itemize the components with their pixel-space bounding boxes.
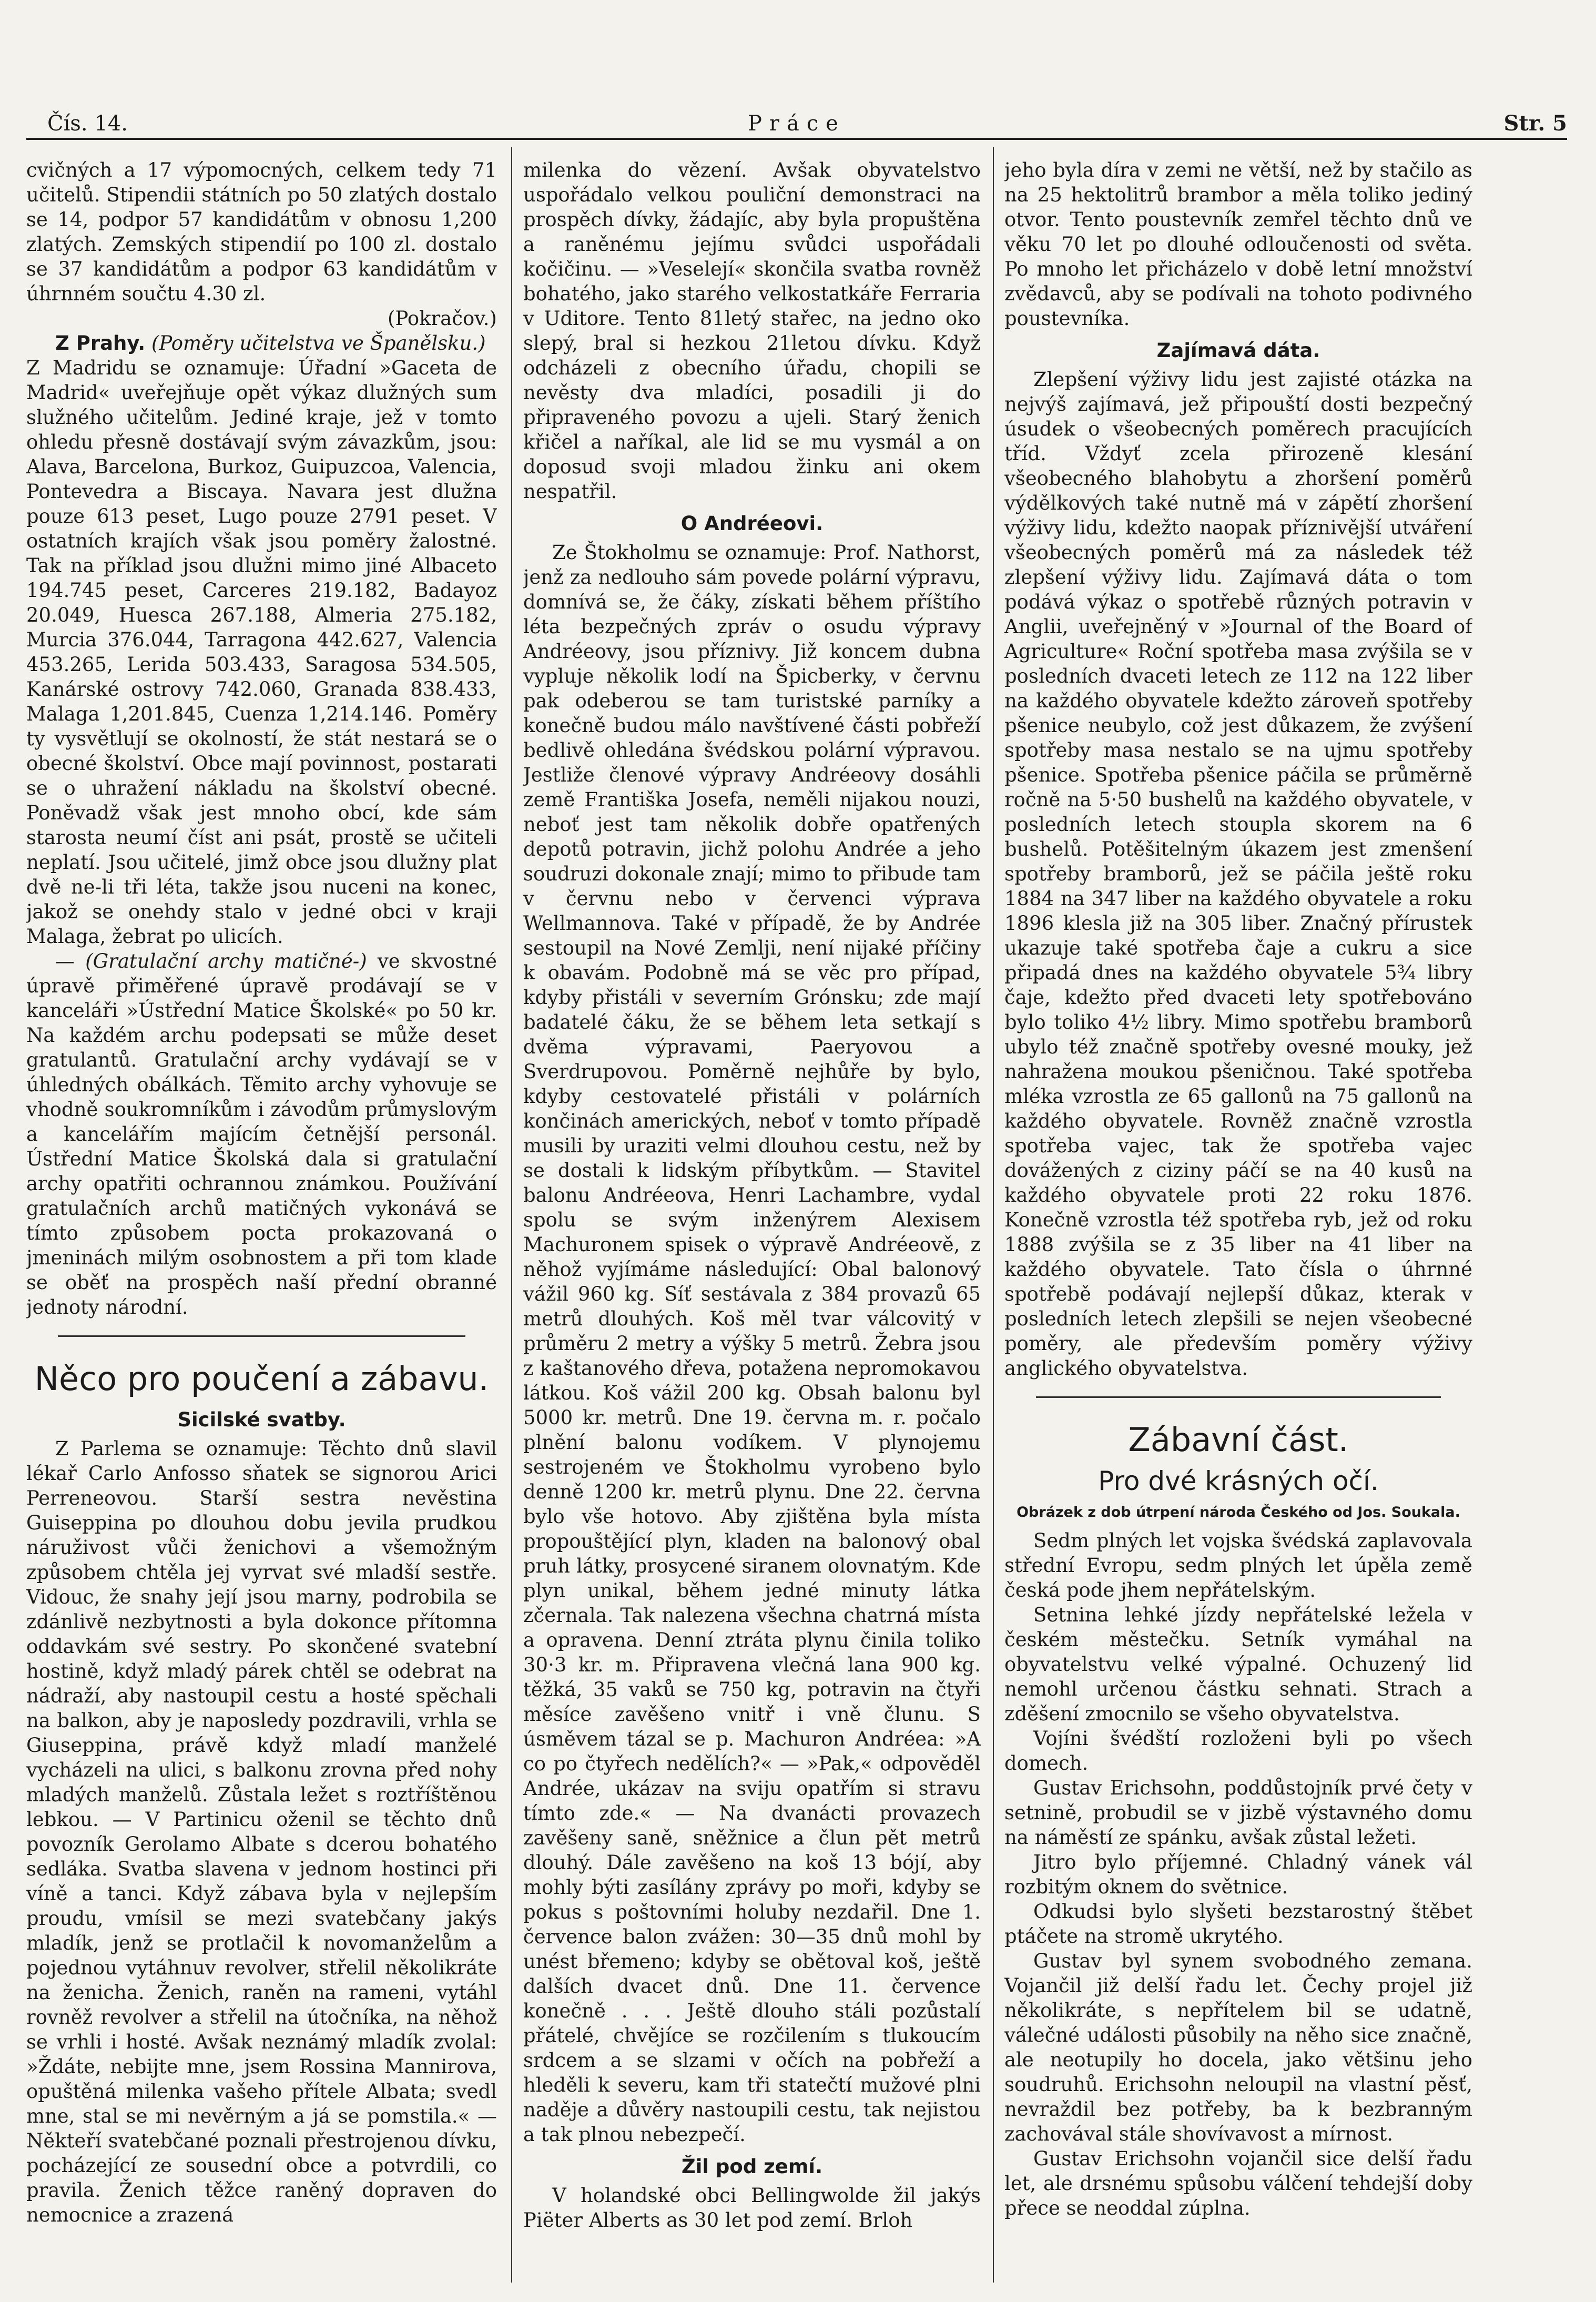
column-1 — [26, 158, 497, 2293]
paragraph-text: ve skvostné úpravě přiměřené úpravě prodávají se v kanceláři »Ústřední Matice Školské« po 50 kr. Na každém archu podepsati se může deset gratulantů. Gratulační archy vydávají se v úhledných obálkách. Těmito archy vyhovuje se vhodně soukromníkům i závodům průmyslovým a kancelářím majícím četnější personál. Ústřední Matice Školská dala si gratulační archy opatřiti ochrannou známkou. Používání gratulačních archů matičných vykonává se tímto způsobem pocta prokazovaná o jmeninách milým osobnostem a při tom klade se oběť na prospěch naší přední obranné jednoty národní. — [26, 950, 497, 1319]
column-divider-1 — [511, 147, 512, 2283]
header-rule — [26, 138, 1567, 140]
paragraph: milenka do vězení. Avšak obyvatelstvo uspořádalo velkou pouliční demonstraci na prospěch dívky, žádajíc, aby byla propuštěna a raněnému jejímu svůdci uspořádali kočičinu. — »Veselejí« skončila svatba rovněž bohatého, jako starého velkostatkáře Ferraria v Uditore. Tento 81letý stařec, na jedno oko slepý, bral si hezkou 21letou dívku. Když odcházeli z obecního úřadu, chopili se nevěsty dva mladíci, posadili ji do připraveného povozu a ujeli. Starý ženich křičel a naříkal, ale lid se mu vysmál a on doposud svoji mladou žinku ani okem nespatřil. — [523, 159, 981, 503]
column-divider-2 — [993, 147, 994, 2283]
article-heading: Zajímavá dáta. — [1156, 339, 1320, 362]
paragraph-praha — [26, 331, 497, 356]
paragraph: Jitro bylo příjemné. Chladný vánek vál rozbitým oknem do světnice. — [1004, 1851, 1472, 1898]
paragraph: V holandské obci Bellingwolde žil jakýs Piëter Alberts as 30 let pod zemí. Brloh — [523, 2184, 981, 2232]
article-heading: Sicilské svatby. — [177, 1408, 346, 1431]
story-subtitle: Obrázek z dob útrpení národa Českého od Jos. Soukala. — [1016, 1504, 1460, 1520]
column-2 — [523, 158, 981, 2293]
section-rule — [1036, 1396, 1441, 1398]
section-heading: Zábavní část. — [1128, 1421, 1349, 1459]
article-heading: O Andréeovi. — [680, 512, 824, 535]
paragraph: Z Parlema se oznamuje: Těchto dnů slavil lékař Carlo Anfosso sňatek se signorou Arici Perreneovou. Starší sestra nevěstina Guiseppina po dlouhou dobu jevila prudkou náruživost vůči ženichovi a všemožným způsobem chtěla jej vyrvat své mladší sestře. Vidouc, že snahy její jsou marny, podrobila se zdánlivě nezbytnosti a byla dokonce přítomna oddavkám své sestry. Po skončené svatební hostině, když mladý párek chtěl se odebrat na nádraží, aby nastoupil cestu a hosté spěchali na balkon, aby je naposledy pozdravili, vrhla se Giuseppina, právě když mladí manželé vycházeli na ulici, s balkonu zrovna před nohy mladých manželů. Zůstala ležet s roztříštěnou lebkou. — V Partinicu oženil se těchto dnů povozník Gerolamo Albate s dcerou bohatého sedláka. Svatba slavena v jednom hostinci při víně a tanci. Když zábava byla v nejlepším proudu, vmísil se mezi svatebčany jakýs mladík, jenž se protlačil k novomanželům a pojednou vytáhnuv revolver, střelil několikráte na ženicha. Ženich, raněn na rameni, vytáhl rovněž revolver a střelil na útočníka, na něhož se vrhli i hosté. Avšak neznámý mladík zvolal: »Ždáte, nebijte mne, jsem Rossina Mannirova, opuštěná milenka vašeho přítele Albata; svedl mne, stal se mi nevěrným a já se pomstila.« — Někteří svatebčané poznali přestrojenou dívku, pocházející ze sousední obce a potvrdili, co pravila. Ženich těžce raněný dopraven do nemocnice a zrazená — [26, 1437, 497, 2226]
page-number: Str. 5 — [1503, 111, 1567, 136]
paragraph: jeho byla díra v zemi ne větší, než by stačilo as na 25 hektolitrů brambor a měla toliko jediný otvor. Tento poustevník zemřel těchto dnů ve věku 70 let po dlouhé odloučenosti od světa. Po mnoho let přicházelo v době letní množství zvědavců, aby se podívali na tohoto podivného poustevníka. — [1004, 159, 1472, 330]
paragraph: Gustav Erichsohn, poddůstojník prvé čety v setnině, probudil se v jizbě výstavného domu na náměstí ze spánku, avšak zůstal ležeti. — [1004, 1777, 1472, 1849]
paragraph: Z Madridu se oznamuje: Úřadní »Gaceta de Madrid« uveřejňuje opět výkaz dlužných sum služného učitelům. Jediné kraje, jež v tomto ohledu přesně dostávají svým závazkům, jsou: Alava, Barcelona, Burkoz, Guipuzcoa, Valencia, Pontevedra a Biscaya. Navara jest dlužna pouze 613 peset, Lugo pouze 2791 peset. V ostatních krajích však jsou poměry žalostné. Tak na příklad jsou dlužni mimo jiné Albaceto 194.745 peset, Carceres 219.182, Badayoz 20.049, Huesca 267.188, Almeria 275.182, Murcia 376.044, Tarragona 442.627, Valencia 453.265, Lerida 503.433, Saragosa 534.505, Kanárské ostrovy 742.060, Granada 838.433, Malaga 1,201.845, Cuenza 1,214.146. Poměry ty vysvětlují se okolností, že stát nestará se o obecné školství. Obce mají povinnost, postarati se o uhražení nákladu na školství obecné. Poněvadž však jest mnoho obcí, kde sám starosta neumí číst ani psát, prostě se učiteli neplatí. Jsou učitelé, jimž obce jsou dlužny plat dvě ne-li tři léta, takže jsou nuceni na konec, jakož se onehdy stalo v jedné obci v kraji Malaga, žebrat po ulicích. — [26, 357, 497, 948]
paragraph: cvičných a 17 výpomocných, celkem tedy 71 učitelů. Stipendii státních po 50 zlatých dostalo se 14, podpor 57 kandidátům v obnosu 1,200 zlatých. Zemských stipendií po 100 zl. dostalo se 37 kandidátům a podpor 63 kandidátům v úhrnném součtu 4.30 zl. — [26, 159, 497, 305]
paragraph-gratulace: — (Gratulační archy matičné-) ve skvostné úpravě přiměřené úpravě prodávají se v kanceláři »Ústřední Matice Školské« po 50 kr. Na každém archu podepsati se může deset gratulantů. Gratulační archy vydávají se v úhledných obálkách. Těmito archy vyhovuje se vhodně soukromníkům i závodům průmyslovým a kancelářím majícím četnější personál. Ústřední Matice Školská dala si gratulační archy opatřiti ochrannou známkou. Používání gratulačních archů matičných vykonává se tímto způsobem pocta prokazovaná o jmeninách milým osobnostem a při tom klade se oběť na prospěch naší přední obranné jednoty národní. — [26, 950, 497, 1319]
paragraph: Zlepšení výživy lidu jest zajisté otázka na nejvýš zajímavá, jež připouští dosti bezpečný úsudek o všeobecných poměrech pracujících tříd. Vždyť zcela přirozeně klesání všeobecného blahobytu a zhoršení poměrů výdělkových také nutně má v zápětí zhoršení výživy lidu, kdežto naopak příznivější utváření všeobecných poměrů má za následek též zlepšení výživy lidu. Zajímavá dáta o tom podává výkaz o spotřebě různých potravin v Anglii, uveřejněný v »Journal of the Board of Agriculture« Roční spotřeba masa zvýšila se v posledních dvaceti letech ze 112 na 122 liber na každého obyvatele kdežto zároveň spotřeby pšenice neubylo, což jest důkazem, že zvýšení spotřeby masa nestalo se na ujmu spotřeby pšenice. Spotřeba pšenice páčila se průměrně ročně na 5·50 bushelů na každého obyvatele, v posledních letech stoupla skorem na 6 bushelů. Potěšitelným úkazem jest zmenšení spotřeby bramborů, jež se páčila ještě roku 1884 na 347 liber na každého obyvatele a roku 1896 klesla již na 305 liber. Značný přírustek ukazuje také spotřeba čaje a cukru a sice připadá dnes na každého obyvatele 5¾ libry čaje, kdežto před dvaceti lety spotřebováno bylo toliko 4½ libry. Mimo spotřebu bramborů ubylo též značně spotřeby ovesné mouky, jež nahražena moukou pšeničnou. Také spotřeba mléka vzrostla ze 65 gallonů na 75 gallonů na každého obyvatele. Rovněž značně vzrostla spotřeba vajec, tak že spotřeba vajec dovážených z ciziny páčí se na 40 kusů na každého obyvatele proti 22 roku 1876. Konečně vzrostla též spotřeba ryb, jež od roku 1888 zvýšila se z 35 liber na 41 liber na každého obyvatele. Tato čísla o úhrnné spotřebě podávají nejlepší důkaz, kterak v posledních letech zlepšili se nejen všeobecné poměry, ale především poměry výživy anglického obyvatelstva. — [1004, 368, 1472, 1380]
news-heading: Z Prahy. — [55, 332, 146, 354]
paragraph: Setnina lehké jízdy nepřátelské ležela v českém městečku. Setník vymáhal na obyvatelstvu velké výpalné. Ochuzený lid nemohl určenou částku sehnati. Strach a zděšení zmocnilo se všeho obyvatelstva. — [1004, 1604, 1472, 1725]
section-heading: Něco pro poučení a zábavu. — [34, 1360, 489, 1398]
newspaper-title: Práce — [748, 111, 846, 136]
paragraph: Gustav Erichsohn vojančil sice delší řadu let, ale drsnému spůsobu válčení tehdejší doby přece se neoddal zúplna. — [1004, 2147, 1472, 2219]
page-header — [26, 110, 1567, 142]
article-heading: Žil pod zemí. — [681, 2155, 823, 2178]
paragraph: Gustav byl synem svobodného zemana. Vojančil již delší řadu let. Čechy projel již několikráte, s nepřítelem bil se udatně, válečné události působily na něho sice značně, ale neotupily ho docela, jako většinu jeho soudruhů. Erichsohn neloupil na vlastní pěsť, nevraždil bez potřeby, ba k bezbranným zachovával stále shovívavost a mírnost. — [1004, 1950, 1472, 2145]
paragraph: Ze Štokholmu se oznamuje: Prof. Nathorst, jenž za nedlouho sám povede polární výpravu, domnívá se, že čáky, získati během příštího léta bezpečných zpráv o osudu výpravy Andréeovy, jsou příznivy. Již koncem dubna vypluje několik lodí na Špicberky, v červnu pak odeberou se tam turistské parníky a konečně budou málo navštívené části pobřeží bedlivě ohledána švédskou polární výpravou. Jestliže členové výpravy Andréeovy dosáhli země Františka Josefa, neměli nijakou nouzi, neboť jest tam několik dobře opatřených depotů potravin, jichž polohu Andrée a jeho soudruzi dokonale znají; mimo to přibude tam v červnu nebo v červenci výprava Wellmannova. Také v případě, že by Andrée sestoupil na Nové Zemlji, není nijaké příčiny k obavám. Podobně má se věc pro případ, kdyby přistáli v severním Grónsku; zde mají badatelé čáku, že se během leta setkají s dvěma výpravami, Paeryovou a Sverdrupovou. Poměrně nejhůře by bylo, kdyby cestovatelé přistáli v polárních končinách amerických, neboť v tomto případě musili by uraziti velmi dlouhou cestu, než by se dostali k lidským příbytkům. — Stavitel balonu Andréeova, Henri Lachambre, vydal spolu se svým inženýrem Alexisem Machuronem spisek o výpravě Andréeově, z něhož vyjímáme následující: Obal balonový vážil 960 kg. Síť sestávala z 384 provazů 65 metrů dlouhých. Koš měl tvar válcovitý v průměru 2 metry a výšky 5 metrů. Žebra jsou z kaštanového dřeva, potažena nepromokavou látkou. Koš vážil 200 kg. Obsah balonu byl 5000 kr. metrů. Dne 19. června m. r. počalo plnění balonu vodíkem. V plynojemu sestrojeném ve Štokholmu vyrobeno bylo denně 1200 kr. metrů plynu. Dne 22. června bylo vše hotovo. Aby zjištěna byla místa propouštějící plyn, kladen na balonový obal pruh látky, prosycené siranem olovnatým. Kde plyn unikal, během jedné minuty látka zčernala. Tak nalezena všechna chatrná místa a opravena. Denní ztráta plynu činila toliko 30·3 kr. m. Připravena vlečná lana 900 kg. těžká, 35 vaků se 750 kg, potravin na čtyři měsíce zavěšeno vnitř i vně člunu. S úsměvem tázal se p. Machuron Andréea: »A co po čtyřech nedělích?« — »Pak,« odpověděl Andrée, ukázav na sviju opatřím si stravu tímto zde.« — Na dvanácti provazech zavěšeny saně, sněžnice a člun pět metrů dlouhý. Dále zavěšeno na koš 13 bójí, aby mohly býti zasílány zprávy po moři, kdyby se pokus s poštovními holuby nezdařil. Dne 1. července balon zvážen: 30—35 dnů mohl by unést břemeno; kdyby se obětoval koš, ještě dalších dvacet dnů. Dne 11. července konečně . . . Ještě dlouho stáli pozůstalí přátelé, chvějíce se rozčilením s tlukoucím srdcem a se slzami v očích na pobřeží a hleděli k severu, kam tři statečtí mužové plni naděje a důvěry nastoupili cestu, tak nejistou a tak plnou nebezpečí. — [523, 541, 981, 2146]
column-3 — [1004, 158, 1472, 2293]
issue-number: Čís. 14. — [47, 111, 128, 136]
news-subheading: (Gratulační archy matičné-) — [85, 950, 367, 972]
story-title: Pro dvé krásných očí. — [1098, 1466, 1379, 1496]
paragraph: Odkudsi bylo slyšeti bezstarostný štěbet ptáčete na stromě ukrytého. — [1004, 1900, 1472, 1948]
paragraph: Sedm plných let vojska švédská zaplavovala střední Evropu, sedm plných let úpěla země česká pode jhem nepřátelským. — [1004, 1529, 1472, 1601]
paragraph: Vojíni švédští rozloženi byli po všech domech. — [1004, 1727, 1472, 1774]
news-subheading: (Poměry učitelstva ve Španělsku.) — [151, 332, 486, 354]
continuation-note: (Pokračov.) — [388, 307, 497, 330]
section-rule — [58, 1335, 465, 1337]
